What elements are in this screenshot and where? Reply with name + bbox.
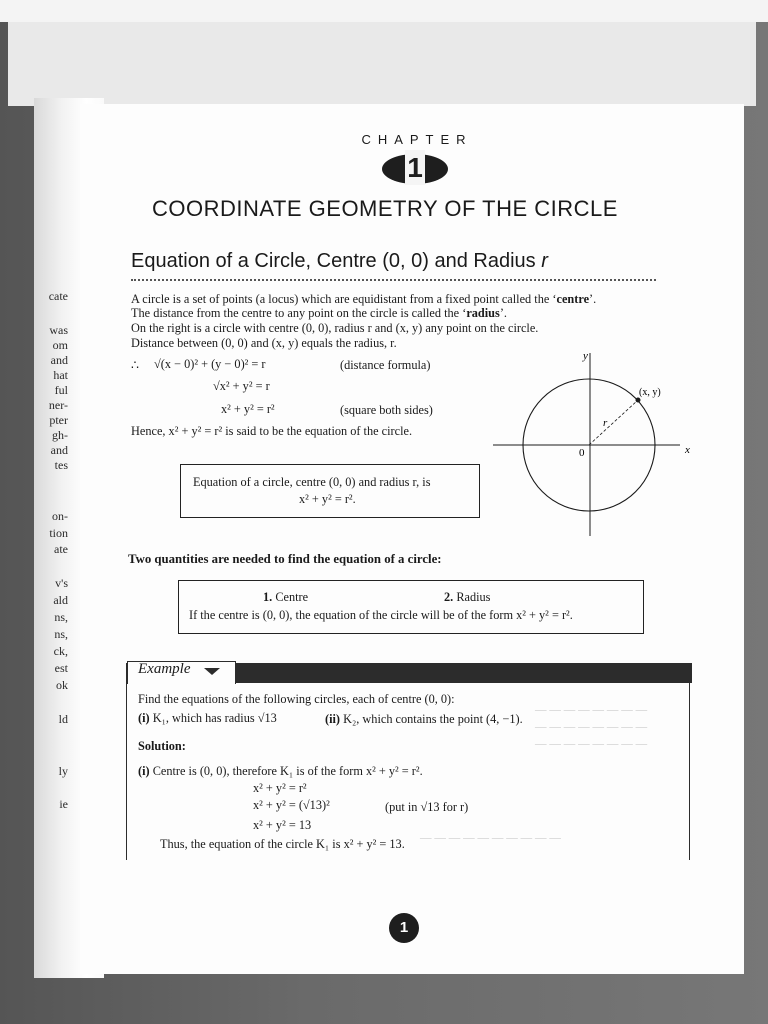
intro-line-3: On the right is a circle with centre (0, 0), radius r and (x, y) any point on the circle. (131, 321, 539, 335)
margin-fragment: ner- (48, 398, 68, 412)
show-through-text: — — — — — — — — (535, 738, 648, 750)
margin-fragment: ns, (54, 627, 68, 641)
origin-label: 0 (579, 447, 585, 459)
solution-step-2: x² + y² = (√13)² (253, 798, 330, 812)
chapter-title: COORDINATE GEOMETRY OF THE CIRCLE (152, 196, 618, 221)
show-through-text: — — — — — — — — (535, 704, 648, 716)
definition-box (180, 464, 480, 518)
margin-fragment: cate (48, 289, 68, 303)
derivation-step-3: x² + y² = r² (221, 402, 275, 416)
page-number: 1 (389, 913, 419, 943)
circle-diagram (490, 348, 700, 538)
quantities-heading: Two quantities are needed to find the equation of a circle: (128, 552, 442, 566)
margin-fragment: ald (53, 593, 68, 607)
derivation-step-1: √(x − 0)² + (y − 0)² = r (154, 357, 266, 371)
previous-page-edge (8, 22, 756, 106)
quantity-item-2: 2. Radius (444, 590, 491, 604)
derivation-note-1: (distance formula) (340, 358, 431, 372)
margin-fragment: ok (56, 678, 68, 692)
scan-top-border (0, 0, 768, 22)
show-through-text: — — — — — — — — (535, 721, 648, 733)
margin-fragment: ck, (53, 644, 68, 658)
section-heading-text: Equation of a Circle, Centre (0, 0) and Radius (131, 250, 542, 272)
margin-fragment: ns, (54, 610, 68, 624)
solution-part-i: (i) Centre is (0, 0), therefore K₁ is of the form x² + y² = r². (138, 764, 423, 778)
example-part-ii: (ii) K₂, which contains the point (4, −1). (325, 712, 523, 726)
intro-line-1: A circle is a set of points (a locus) which are equidistant from a fixed point called the ‘centre’. (131, 292, 597, 306)
radius-label: r (603, 417, 608, 429)
example-question: Find the equations of the following circles, each of centre (0, 0): (138, 692, 455, 706)
margin-fragment: on- (52, 509, 68, 523)
margin-fragment: v's (55, 576, 68, 590)
margin-fragment: ld (58, 712, 68, 726)
example-part-i: (i) K₁, which has radius √13 (138, 711, 277, 725)
derivation-step-2: √x² + y² = r (213, 379, 270, 393)
margin-fragment: and (50, 443, 68, 457)
derivation-note-3: (square both sides) (340, 403, 433, 417)
section-heading-var: r (541, 250, 548, 272)
margin-fragment: tion (49, 526, 68, 540)
section-heading (131, 250, 548, 273)
quantities-box (178, 580, 644, 634)
margin-fragment: ate (54, 542, 68, 556)
margin-fragment: was (49, 323, 68, 337)
margin-fragment: est (54, 661, 68, 675)
example-label: Example (138, 661, 191, 677)
intro-line-4: Distance between (0, 0) and (x, y) equals the radius, r. (131, 336, 397, 350)
solution-step-2-note: (put in √13 for r) (385, 800, 469, 814)
dotted-rule (131, 279, 656, 281)
chapter-number: 1 (405, 150, 425, 185)
solution-step-3: x² + y² = 13 (253, 818, 312, 832)
chapter-label: CHAPTER (361, 132, 473, 147)
margin-fragment: and (50, 353, 68, 367)
margin-fragment: hat (53, 368, 68, 382)
therefore-symbol: ∴ (131, 358, 139, 372)
margin-fragment: om (52, 338, 68, 352)
caret-down-icon (204, 668, 220, 675)
margin-fragment: gh- (52, 428, 68, 442)
example-right-border (689, 683, 690, 860)
margin-fragment: tes (54, 458, 68, 472)
solution-step-1: x² + y² = r² (253, 781, 307, 795)
margin-fragment: ful (54, 383, 68, 397)
solution-conclusion: Thus, the equation of the circle K₁ is x² + y² = 13. (160, 837, 405, 851)
radius-line (589, 400, 638, 445)
point-label: (x, y) (639, 387, 661, 398)
margin-fragment: pter (49, 413, 68, 427)
y-axis-label: y (583, 350, 588, 362)
margin-fragment: ly (58, 764, 68, 778)
show-through-text: — — — — — — — — — — (420, 832, 561, 844)
definition-line-2: x² + y² = r². (299, 492, 356, 506)
example-left-border (126, 683, 127, 860)
margin-fragment: ie (59, 797, 68, 811)
intro-line-2: The distance from the centre to any point on the circle is called the ‘radius’. (131, 306, 507, 320)
definition-line-1: Equation of a circle, centre (0, 0) and radius r, is (193, 475, 431, 489)
point-marker (636, 398, 641, 403)
quantity-item-1: 1. Centre (263, 590, 309, 604)
x-axis-label: x (685, 444, 690, 456)
derivation-conclusion: Hence, x² + y² = r² is said to be the equation of the circle. (131, 424, 413, 438)
solution-label: Solution: (138, 739, 186, 753)
quantities-note: If the centre is (0, 0), the equation of the circle will be of the form x² + y² = r². (189, 608, 573, 622)
